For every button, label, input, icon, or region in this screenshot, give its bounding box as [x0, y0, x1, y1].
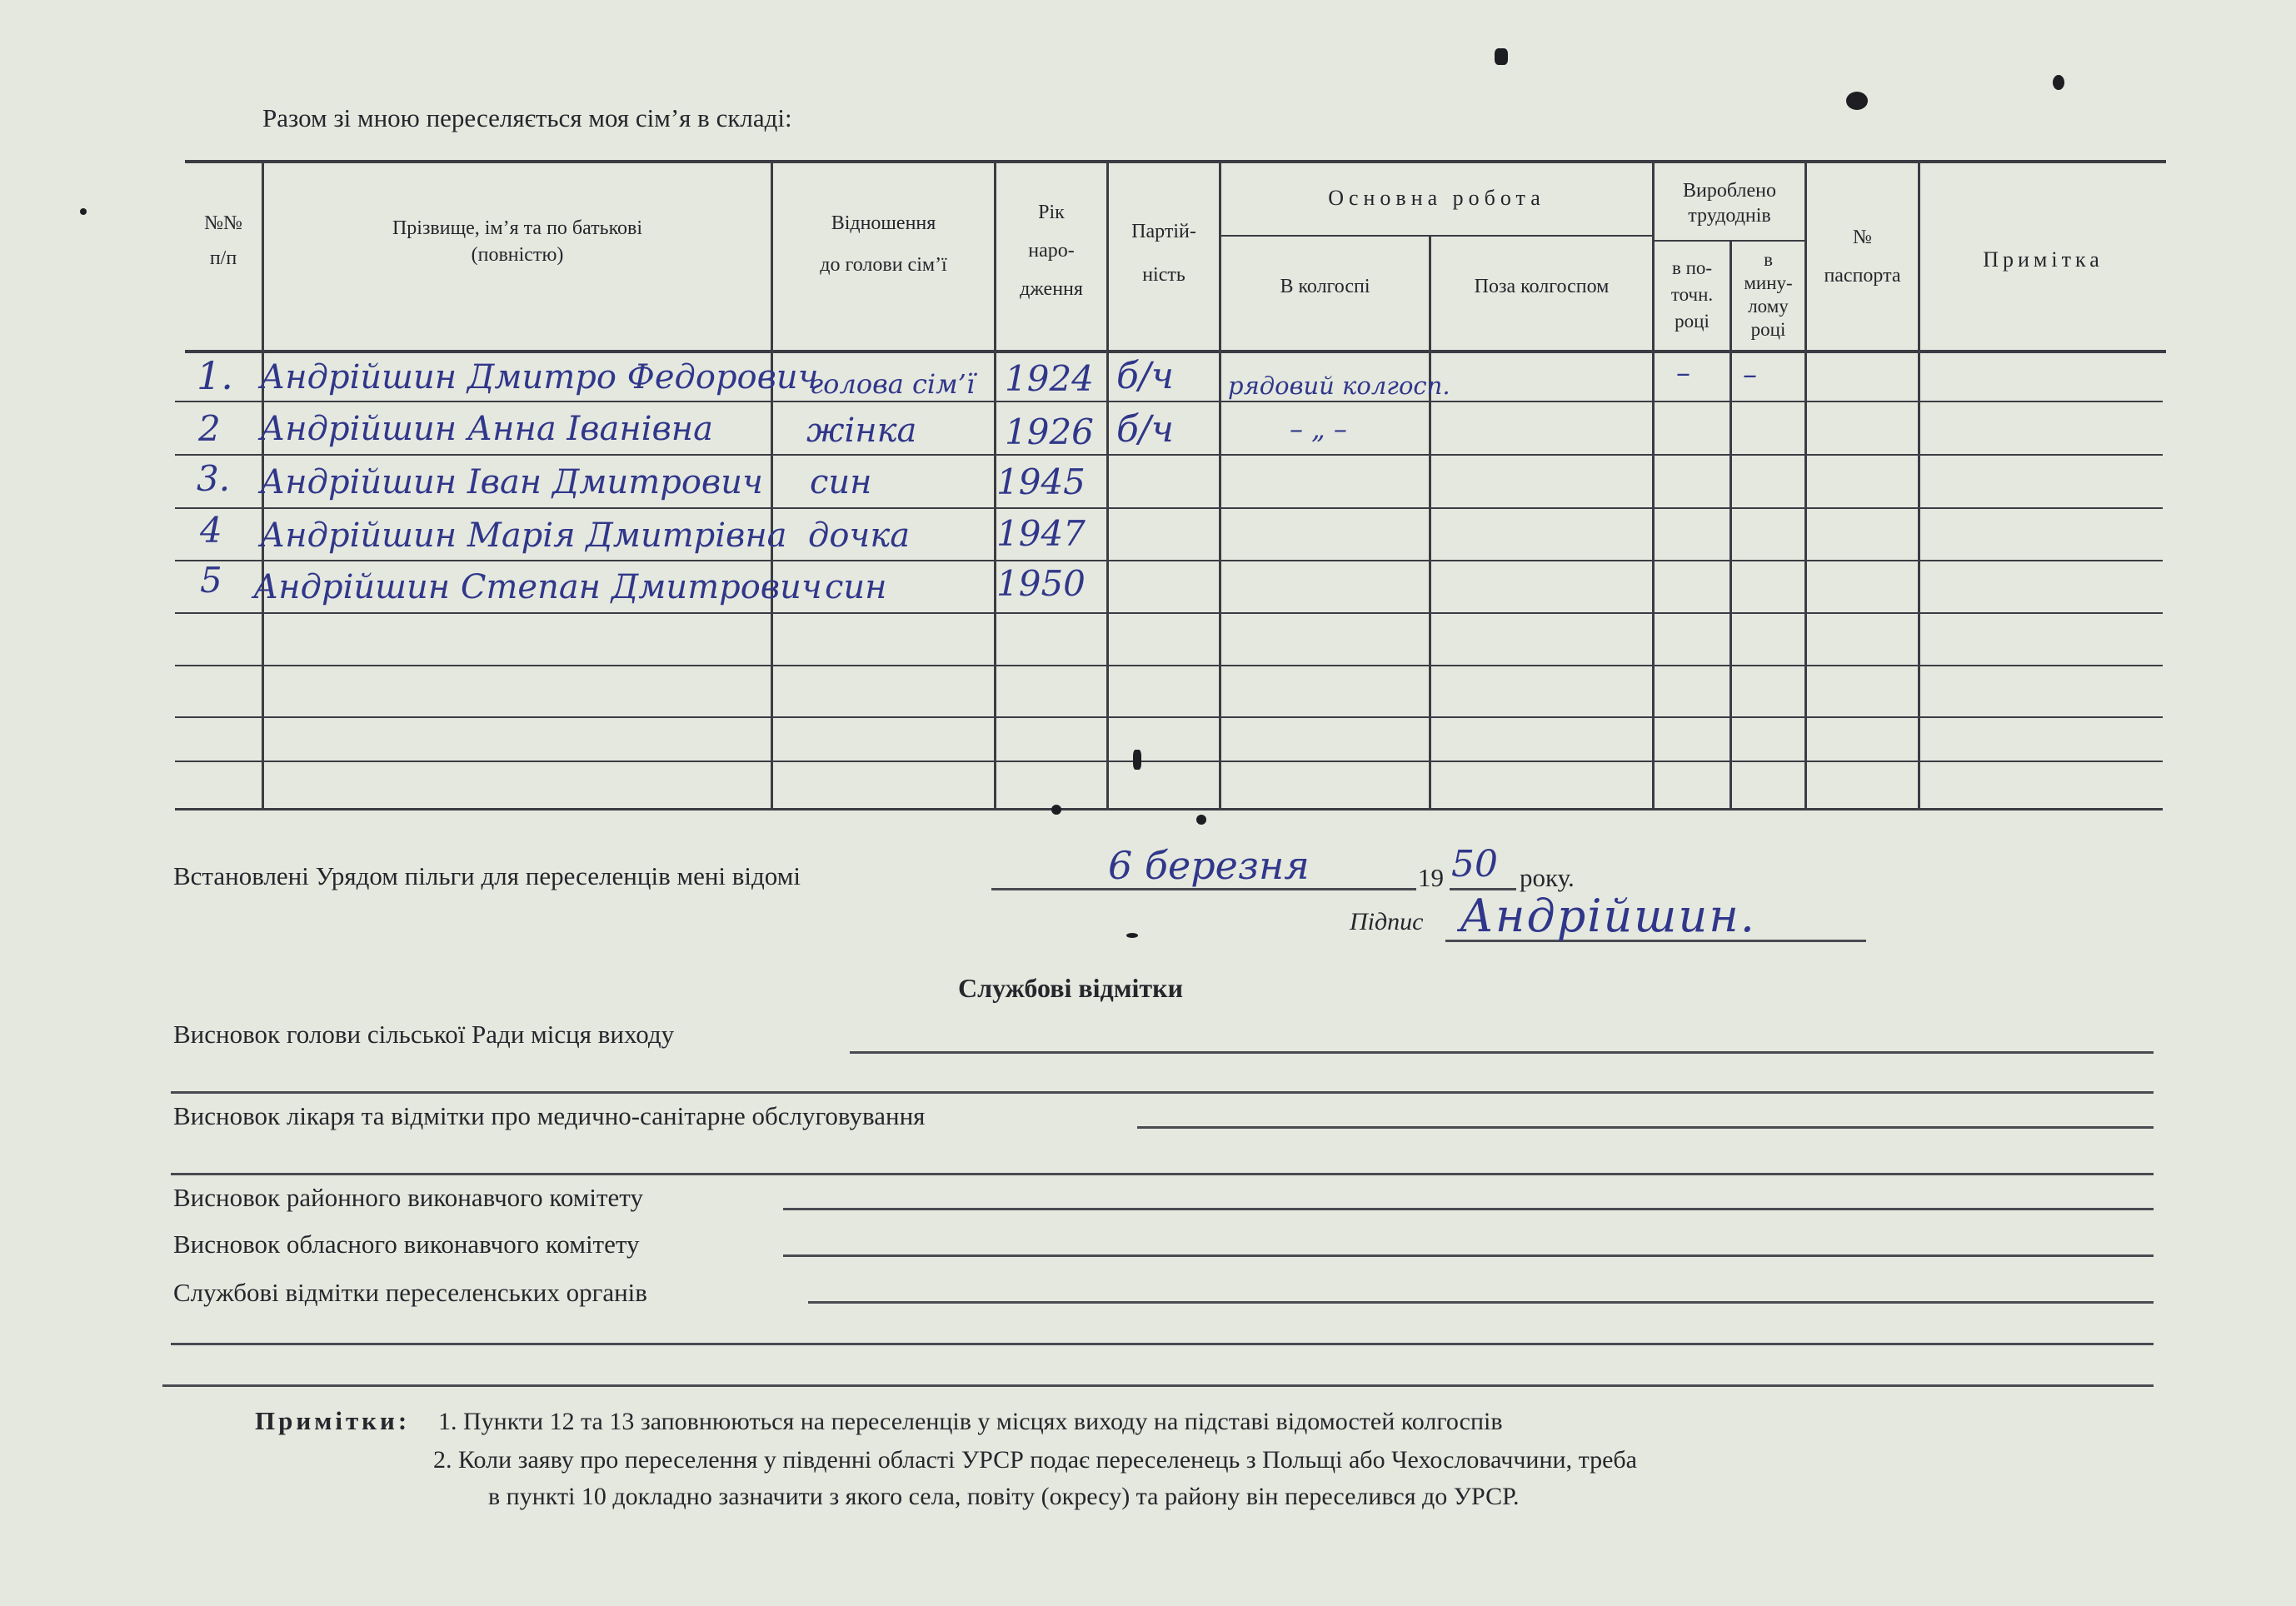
row-kolhosp: – „ – [1290, 413, 1347, 445]
intro-line: Разом зі мною переселяється моя сім’я в складі: [262, 103, 792, 132]
official-line-label: Висновок лікаря та відмітки про медично-санітарне обслуговування [173, 1101, 926, 1130]
signature: Андрійшин. [1460, 890, 1756, 942]
header-passport: № паспорта [1824, 227, 1901, 287]
row-name: Андрійшин Анна Іванівна [260, 410, 713, 448]
row-num: 2 [198, 408, 221, 449]
header-year: Рік наро- дження [1020, 202, 1083, 300]
ink-speck [2053, 75, 2064, 90]
official-fill-line [162, 1384, 2154, 1387]
table-bottom-rule [175, 808, 2163, 810]
row-relation: дочка [808, 516, 911, 555]
header-relation: Відношення до голови сім’ї [820, 212, 947, 276]
row-relation: жінка [806, 411, 917, 450]
header-kolhosp: В колгоспі [1280, 276, 1370, 297]
row-rule [175, 665, 2163, 666]
notes-label: Примітки: [255, 1406, 411, 1435]
row-rule [175, 612, 2163, 614]
date-fill-line [991, 888, 1416, 890]
official-fill-line [171, 1091, 2154, 1094]
header-workdays: Вироблено трудоднів [1683, 180, 1776, 227]
official-line-label: Висновок голови сільської Ради місця виходу [173, 1020, 675, 1049]
row-num: 1. [197, 353, 233, 398]
row-num: 4 [200, 510, 222, 551]
row-num: 3. [197, 458, 231, 499]
benefits-year: 50 [1451, 843, 1498, 885]
table-header-bottom-rule [185, 350, 2166, 353]
official-line-label: Висновок обласного виконавчого комітету [173, 1229, 640, 1259]
row-rule [175, 716, 2163, 718]
ink-speck [1846, 92, 1868, 110]
official-title: Службові відмітки [958, 973, 1184, 1003]
col-line [1219, 160, 1221, 810]
row-rule [175, 761, 2163, 762]
row-num: 5 [200, 560, 222, 601]
benefits-label: Встановлені Урядом пільги для переселенців мені відомі [173, 861, 801, 890]
row-last-year: – [1743, 358, 1757, 392]
row-rule [175, 454, 2163, 456]
row-relation: син [825, 568, 887, 606]
year-prefix: 19 [1418, 863, 1444, 892]
row-name: Андрійшин Марія Дмитрівна [260, 516, 787, 555]
row-name: Андрійшин Степан Дмитрович [253, 568, 822, 606]
official-fill-line [808, 1301, 2154, 1304]
official-fill-line [850, 1051, 2154, 1054]
main-work-divider [1219, 235, 1652, 237]
row-year: 1947 [996, 513, 1086, 554]
official-fill-line [171, 1343, 2154, 1345]
ink-speck [1495, 48, 1508, 65]
row-year: 1924 [1005, 358, 1094, 399]
table-top-rule [185, 160, 2166, 163]
ink-speck [1196, 815, 1206, 825]
note-item: 1. Пункти 12 та 13 заповнюються на переселенців у місцях виходу на підставі відомостей колгоспів [438, 1408, 1503, 1435]
row-party: б/ч [1116, 408, 1175, 451]
note-item: 2. Коли заяву про переселення у південні області УРСР подає переселенець з Польщі або Чехословаччини, треба [433, 1446, 1637, 1474]
row-name: Андрійшин Іван Дмитрович [260, 463, 763, 501]
workdays-divider [1652, 240, 1804, 242]
row-rule [175, 507, 2163, 509]
row-rule [175, 560, 2163, 561]
ink-speck [1133, 750, 1141, 770]
ink-speck [1126, 933, 1138, 938]
official-line-label: Висновок районного виконавчого комітету [173, 1183, 643, 1212]
official-fill-line [783, 1208, 2154, 1210]
header-last-year: в мину- лому році [1744, 249, 1793, 340]
header-party: Партій- ність [1131, 221, 1196, 286]
row-name: Андрійшин Дмитро Федорович [260, 358, 819, 397]
official-line-label: Службові відмітки переселенських органів [173, 1278, 647, 1307]
row-year: 1945 [996, 461, 1086, 502]
row-year: 1950 [996, 563, 1086, 604]
row-relation: голова сім’ї [810, 368, 976, 400]
row-year: 1926 [1005, 411, 1094, 452]
year-suffix: року. [1520, 863, 1575, 892]
official-fill-line [783, 1254, 2154, 1257]
signature-label: Підпис [1350, 908, 1424, 935]
header-outside: Поза колгоспом [1474, 276, 1610, 297]
ink-speck [80, 208, 87, 215]
official-fill-line [1137, 1126, 2154, 1129]
row-party: б/ч [1116, 355, 1175, 397]
note-item: в пункті 10 докладно зазначити з якого села, повіту (окресу) та району він переселився до УРСР. [488, 1483, 1520, 1510]
header-num: №№ п/п [204, 212, 242, 269]
official-fill-line [171, 1173, 2154, 1175]
header-name: Прізвище, ім’я та по батькові (повністю) [392, 217, 643, 266]
row-kolhosp: рядовий колгосп. [1228, 372, 1450, 400]
row-rule [175, 401, 2163, 402]
header-main-work: Основна робота [1328, 186, 1545, 210]
row-relation: син [810, 463, 872, 501]
benefits-date: 6 березня [1108, 843, 1310, 888]
header-note: Примітка [1983, 247, 2104, 272]
ink-speck [1051, 805, 1061, 815]
row-current-year: – [1676, 357, 1690, 390]
col-line [1429, 237, 1431, 810]
header-current-year: в по- точн. році [1670, 257, 1714, 332]
